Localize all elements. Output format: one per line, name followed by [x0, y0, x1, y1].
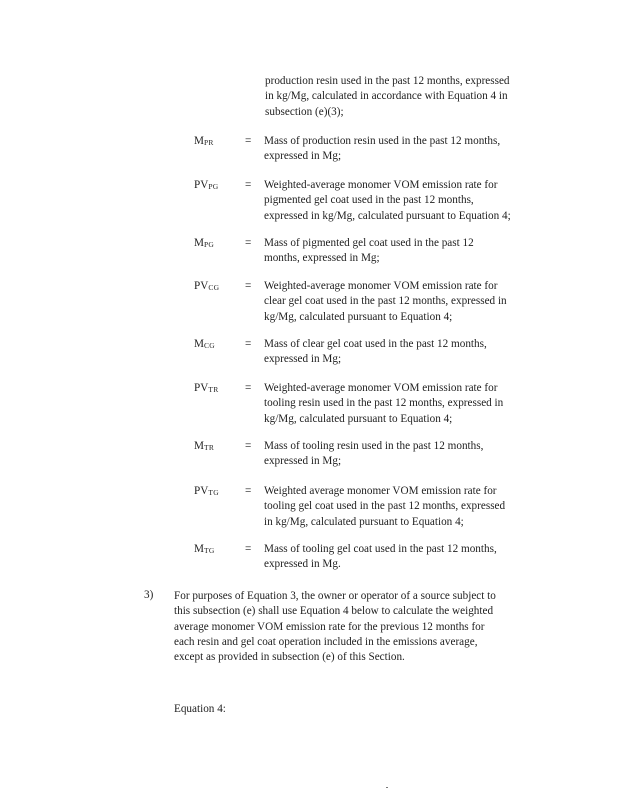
definition-text: Weighted-average monomer VOM emission rate for tooling resin used in the past 12 months, expressed in kg/Mg, calculated pursuant to Equation 4;: [264, 382, 504, 425]
paragraph-number: 3): [144, 589, 154, 601]
definition-text: Weighted-average monomer VOM emission rate for clear gel coat used in the past 12 months, expressed in kg/Mg, calculated pursuant to Equation 4;: [264, 280, 507, 323]
equals-sign: =: [245, 280, 252, 292]
equals-sign: =: [245, 543, 252, 555]
text-line: in kg/Mg, calculated in accordance with Equation 4 in: [265, 90, 508, 103]
text-line: production resin used in the past 12 months, expressed: [265, 75, 510, 87]
equals-sign: =: [245, 485, 252, 497]
variable-symbol: PVCG: [194, 280, 220, 292]
equals-sign: =: [245, 338, 252, 350]
equals-sign: =: [245, 179, 252, 191]
equals-sign: =: [245, 440, 252, 452]
variable-symbol: MPG: [194, 237, 215, 249]
definition-text: Mass of tooling gel coat used in the past 12 months, expressed in Mg.: [264, 543, 497, 571]
equals-sign: =: [245, 135, 252, 147]
scan-speck: [386, 787, 388, 788]
variable-symbol: MCG: [194, 338, 215, 350]
continuation-text: [265, 74, 565, 120]
equation-label: Equation 4:: [174, 703, 226, 715]
definition-text: Mass of production resin used in the past 12 months, expressed in Mg;: [264, 135, 501, 163]
variable-symbol: PVPG: [194, 179, 219, 191]
paragraph-3-text: For purposes of Equation 3, the owner or operator of a source subject to this subsection (e) shall use Equation 4 below to calculate the weighted average monomer VOM emission rate for the previous 12 months for each resin and gel coat operation included in the emissions average, except as provided in subsection (e) of this Section.: [174, 590, 496, 664]
variable-symbol: PVTG: [194, 485, 219, 497]
definition-text: Mass of clear gel coat used in the past 12 months, expressed in Mg;: [264, 338, 487, 366]
variable-symbol: MTG: [194, 543, 215, 555]
definition-text: Mass of pigmented gel coat used in the past 12 months, expressed in Mg;: [264, 237, 474, 265]
equals-sign: =: [245, 382, 252, 394]
text-line: subsection (e)(3);: [265, 105, 344, 118]
variable-symbol: MTR: [194, 440, 215, 452]
definition-text: Weighted average monomer VOM emission rate for tooling gel coat used in the past 12 months, expressed in kg/Mg, calculated pursuant to Equation 4;: [264, 485, 506, 528]
variable-symbol: PVTR: [194, 382, 219, 394]
variable-symbol: MPR: [194, 135, 214, 147]
definition-text: Mass of tooling resin used in the past 12 months, expressed in Mg;: [264, 440, 484, 468]
definition-text: Weighted-average monomer VOM emission rate for pigmented gel coat used in the past 12 months, expressed in kg/Mg, calculated pursuant to Equation 4;: [264, 179, 511, 222]
equals-sign: =: [245, 237, 252, 249]
